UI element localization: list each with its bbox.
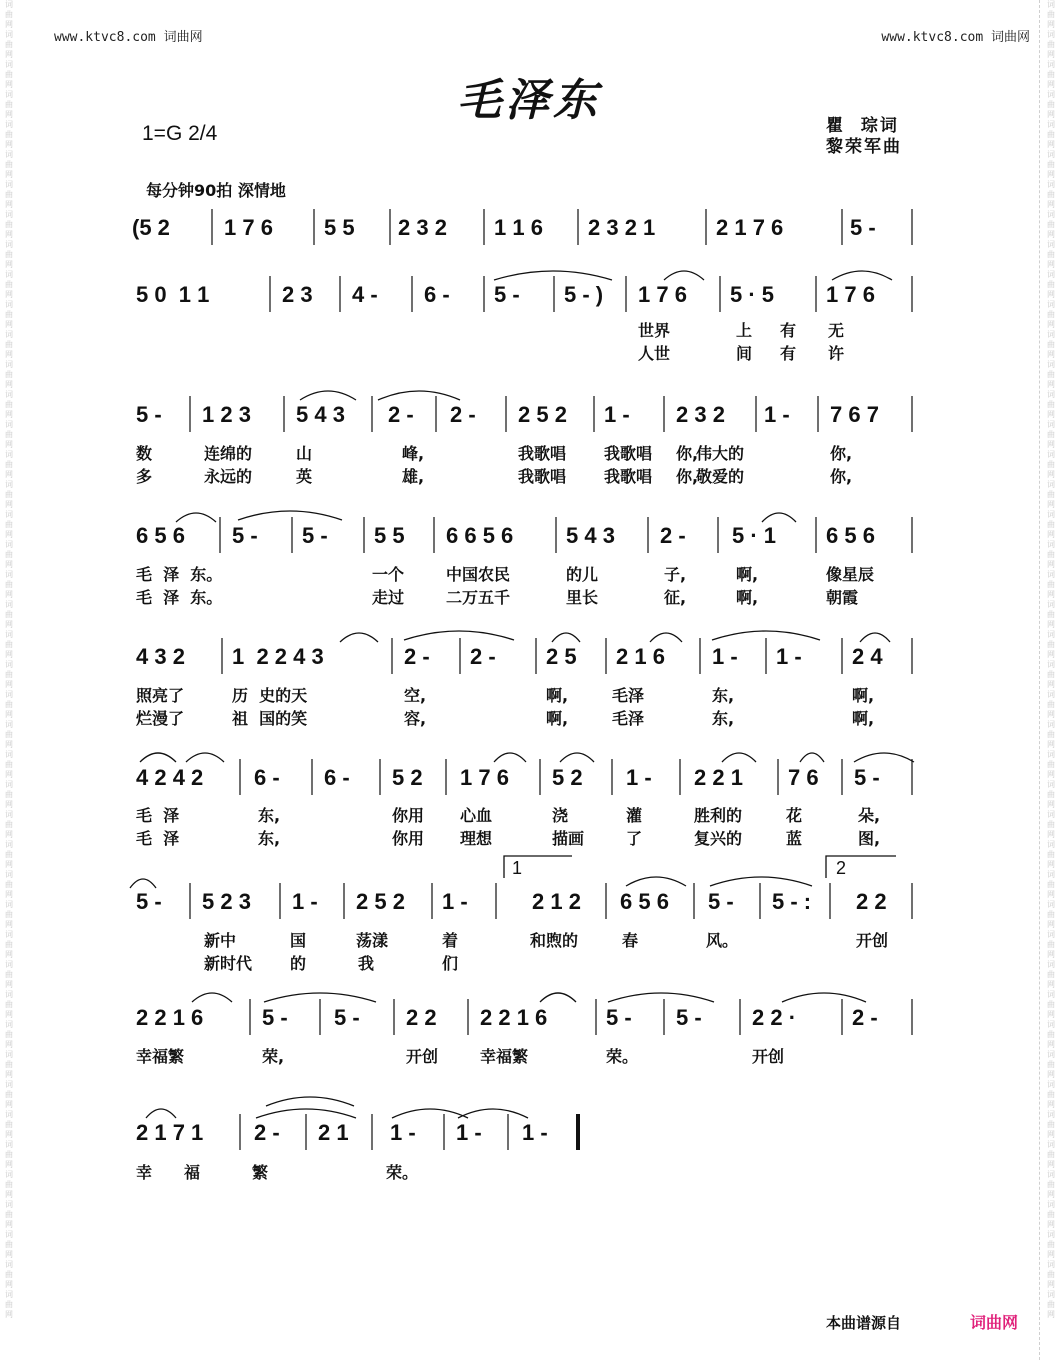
- measure: 5 -: [854, 765, 880, 790]
- measure: 5 -: [606, 1005, 632, 1030]
- lyric-line-verse-2: [0, 826, 1058, 848]
- lyric: 东,: [258, 829, 281, 848]
- lyric: 啊,: [546, 709, 569, 728]
- lyric-line-verse-2: [0, 585, 1058, 607]
- lyric: 许: [828, 344, 845, 363]
- measure: 5 -: [708, 889, 734, 914]
- measure: 2 1 7 1: [136, 1120, 204, 1145]
- lyric: 荣。: [606, 1047, 639, 1066]
- slur: [552, 633, 580, 642]
- measure: 1 2 2 4 3: [232, 644, 324, 669]
- lyric: 浇: [552, 806, 569, 825]
- lyric: 啊,: [736, 565, 759, 584]
- lyric: 毛泽: [612, 686, 645, 705]
- volta-1: 1: [512, 858, 523, 878]
- staff-row: [0, 1005, 1058, 1035]
- measure: 2 2 1 6: [480, 1005, 548, 1030]
- lyric: 容,: [404, 709, 427, 728]
- measure: 1 7 6: [224, 215, 273, 240]
- lyric: 开创: [752, 1047, 785, 1066]
- slur: [860, 633, 890, 642]
- measure: 6 5 6: [826, 523, 875, 548]
- measure: 2 1 7 6: [716, 215, 784, 240]
- measure: 2 3: [282, 282, 313, 307]
- slur: [192, 993, 232, 1002]
- lyric: 你,: [676, 467, 699, 486]
- lyric: 开创: [406, 1047, 439, 1066]
- measure: 2 -: [852, 1005, 878, 1030]
- measure: 5 -: [494, 282, 520, 307]
- staff-row: [0, 282, 1058, 312]
- lyric: 心血: [460, 806, 493, 825]
- lyric: 祖 国的笑: [232, 709, 308, 728]
- lyric: 毛 泽: [136, 806, 180, 825]
- measure: 7 6: [788, 765, 819, 790]
- lyric: 伟大的: [696, 444, 745, 463]
- lyric: 雄,: [402, 467, 425, 486]
- measure: 1 -: [626, 765, 652, 790]
- lyric: 的儿: [566, 565, 599, 584]
- slur: [762, 513, 796, 522]
- measure: 5 4 3: [296, 402, 345, 427]
- lyric: 幸福繁: [136, 1047, 185, 1066]
- side-watermark-right: 词曲网词曲网词曲网词曲网词曲网词曲网词曲网词曲网词曲网词曲网词曲网词曲网词曲网词曲网词曲网词曲网词曲网词曲网词曲网词曲网词曲网词曲网词曲网词曲网词曲网词曲网词曲网词曲网词曲网词曲网词曲网词曲网词曲网词曲网词曲网词曲网词曲网词曲网词曲网词曲网词曲网词曲网词曲网词曲网: [1047, 0, 1055, 1319]
- lyric-line-verse-1: [0, 1044, 1058, 1066]
- lyric: 啊,: [852, 709, 875, 728]
- measure: 4 -: [352, 282, 378, 307]
- lyric: 像星辰: [826, 565, 875, 584]
- lyric: 二万五千: [446, 588, 511, 607]
- lyric: 毛 泽: [136, 829, 180, 848]
- lyric: 朵,: [858, 806, 881, 825]
- lyric: 和煦的: [530, 931, 579, 950]
- lyric: 多: [136, 467, 153, 486]
- lyric: 人世: [638, 344, 671, 363]
- lyric: 我歌唱: [518, 467, 567, 486]
- staff-row: [0, 215, 1058, 245]
- lyric: 幸: [136, 1163, 153, 1182]
- measure: 5 - :: [772, 889, 812, 914]
- measure: 6 5 6: [136, 523, 185, 548]
- measure: 1 -: [764, 402, 790, 427]
- lyric: 花: [786, 806, 803, 825]
- measure: 5 -: [676, 1005, 702, 1030]
- measure: 5 0 1 1: [136, 282, 210, 307]
- slur: [782, 993, 866, 1002]
- lyric: 着: [442, 931, 459, 950]
- measure: 2 3 2: [398, 215, 447, 240]
- slur: [238, 511, 342, 520]
- lyric: 世界: [638, 321, 671, 340]
- measure: 2 -: [388, 402, 414, 427]
- measure: 1 -: [776, 644, 802, 669]
- measure: 6 -: [424, 282, 450, 307]
- measure: 1 7 6: [460, 765, 509, 790]
- measure: 5 -: [302, 523, 328, 548]
- lyric: 福: [184, 1163, 201, 1182]
- slur: [340, 633, 378, 642]
- lyric: 走过: [372, 588, 405, 607]
- lyric: 胜利的: [694, 806, 743, 825]
- lyric: 一个: [372, 565, 405, 584]
- measure: 1 7 6: [638, 282, 687, 307]
- staff-row: [0, 523, 1058, 553]
- measure: 1 -: [522, 1120, 548, 1145]
- measure: 1 1 6: [494, 215, 543, 240]
- brand-logo[interactable]: 词曲网: [970, 1313, 1019, 1332]
- measure: 2 -: [470, 644, 496, 669]
- lyric-line-verse-2: [0, 341, 1058, 363]
- staff-row: [0, 765, 1058, 795]
- measure: 1 2 3: [202, 402, 251, 427]
- measure: 6 -: [254, 765, 280, 790]
- source-label: 本曲谱源自: [826, 1314, 902, 1332]
- lyric: 灌: [626, 806, 643, 825]
- measure: 1 -: [442, 889, 468, 914]
- lyric: 你,: [676, 444, 699, 463]
- lyric: 你,: [830, 444, 853, 463]
- lyric: 荣。: [386, 1163, 419, 1182]
- measure: 5 · 5: [730, 282, 775, 307]
- slur: [130, 879, 156, 888]
- lyric-line-verse-2: [0, 951, 1058, 973]
- measure: 5 5: [324, 215, 355, 240]
- lyric: 的: [290, 954, 307, 973]
- slur: [710, 877, 812, 886]
- measure: 2 3 2 1: [588, 215, 656, 240]
- side-watermark-left: 词曲网词曲网词曲网词曲网词曲网词曲网词曲网词曲网词曲网词曲网词曲网词曲网词曲网词曲网词曲网词曲网词曲网词曲网词曲网词曲网词曲网词曲网词曲网词曲网词曲网词曲网词曲网词曲网词曲网词曲网词曲网词曲网词曲网词曲网词曲网词曲网词曲网词曲网词曲网词曲网词曲网词曲网词曲网词曲网: [5, 0, 13, 1319]
- lyric: 有: [780, 344, 797, 363]
- measure: 2 2 1 6: [136, 1005, 204, 1030]
- measure: 2 1 2: [532, 889, 581, 914]
- slur: [458, 1109, 528, 1118]
- measure: 4 3 2: [136, 644, 185, 669]
- slur: [186, 753, 224, 762]
- slur: [404, 631, 514, 640]
- slur: [664, 271, 704, 280]
- lyricist: 瞿 琮词: [826, 116, 899, 136]
- lyric: 了: [626, 829, 643, 848]
- lyric: 啊,: [546, 686, 569, 705]
- lyric: 毛 泽 东。: [136, 588, 223, 607]
- measure: 2 -: [450, 402, 476, 427]
- lyric: 峰,: [402, 444, 425, 463]
- lyric: 繁: [252, 1163, 269, 1182]
- lyric: 上: [736, 321, 753, 340]
- lyric: 毛泽: [612, 709, 645, 728]
- lyric: 英: [296, 467, 313, 486]
- lyric: 征,: [664, 588, 687, 607]
- measure: 2 1: [318, 1120, 349, 1145]
- measure: 1 7 6: [826, 282, 875, 307]
- slur: [722, 753, 756, 762]
- lyric: 啊,: [852, 686, 875, 705]
- lyric: 啊,: [736, 588, 759, 607]
- lyric: 图,: [858, 829, 881, 848]
- measure: 2 -: [404, 644, 430, 669]
- measure: 6 5 6: [620, 889, 669, 914]
- measure: 5 -: [262, 1005, 288, 1030]
- lyric: 历 史的天: [232, 686, 308, 705]
- lyric-line-verse-1: [0, 683, 1058, 705]
- slur: [264, 993, 376, 1002]
- lyric: 永远的: [204, 467, 253, 486]
- lyric: 我歌唱: [604, 444, 653, 463]
- staff-row: [0, 402, 1058, 432]
- measure: 2 2: [406, 1005, 437, 1030]
- lyric: 我歌唱: [518, 444, 567, 463]
- lyric: 春: [622, 931, 639, 950]
- slur: [560, 753, 594, 762]
- staff-row: [0, 644, 1058, 674]
- tempo-marking: 每分钟90拍 深情地: [146, 181, 286, 200]
- lyric: 烂漫了: [136, 709, 185, 728]
- site-watermark-right[interactable]: www.ktvc8.com 词曲网: [881, 30, 1030, 45]
- lyric: 们: [442, 954, 459, 973]
- measure: 5 -: [136, 402, 162, 427]
- measure: 4 2 4 2: [136, 765, 204, 790]
- lyric: 空,: [404, 686, 427, 705]
- lyric: 风。: [706, 931, 739, 950]
- slur: [626, 877, 686, 886]
- measure: 5 5: [374, 523, 405, 548]
- measure: 1 -: [292, 889, 318, 914]
- lyric-line-verse-1: [0, 928, 1058, 950]
- lyric-line-verse-1: [0, 318, 1058, 340]
- lyric: 数: [136, 444, 153, 463]
- slur: [650, 633, 682, 642]
- slur: [256, 1109, 356, 1118]
- lyric: 东,: [712, 709, 735, 728]
- measure: 2 2: [856, 889, 887, 914]
- lyric: 我歌唱: [604, 467, 653, 486]
- measure: 5 -: [334, 1005, 360, 1030]
- staff-row: [0, 1120, 1058, 1150]
- measure: 2 5 2: [518, 402, 567, 427]
- lyric-line-verse-1: [0, 803, 1058, 825]
- measure: 5 · 1: [732, 523, 777, 548]
- lyric: 描画: [552, 829, 585, 848]
- lyric: 东,: [712, 686, 735, 705]
- lyric: 你,: [830, 467, 853, 486]
- slur: [266, 1097, 354, 1106]
- lyric: 东,: [258, 806, 281, 825]
- measure: 2 2 ·: [752, 1005, 797, 1030]
- slur: [540, 993, 576, 1002]
- lyric: 子,: [664, 565, 687, 584]
- lyric: 幸福繁: [480, 1047, 529, 1066]
- lyric: 无: [828, 321, 845, 340]
- slur: [854, 753, 914, 762]
- measure: 1 -: [456, 1120, 482, 1145]
- lyric-line-verse-1: [0, 1160, 1058, 1182]
- lyric: 荡漾: [356, 931, 389, 950]
- lyric-line-verse-1: [0, 562, 1058, 584]
- lyric: 里长: [566, 588, 599, 607]
- lyric: 连绵的: [204, 444, 253, 463]
- slur: [800, 753, 824, 762]
- slur: [146, 1109, 176, 1118]
- measure: 2 5: [546, 644, 577, 669]
- measure: 1 -: [390, 1120, 416, 1145]
- measure: 1 -: [604, 402, 630, 427]
- composer: 黎荣军曲: [826, 137, 902, 157]
- lyric: 理想: [460, 829, 493, 848]
- staff-row: [0, 889, 1058, 919]
- page-edge-rule: [1039, 0, 1040, 1360]
- lyric: 荣,: [262, 1047, 285, 1066]
- measure: 5 -: [136, 889, 162, 914]
- credits: [826, 116, 902, 158]
- site-watermark-left[interactable]: www.ktvc8.com 词曲网: [54, 30, 203, 45]
- measure: 2 -: [660, 523, 686, 548]
- measure: 1 -: [712, 644, 738, 669]
- lyric: 新中: [204, 931, 237, 950]
- slur: [300, 391, 356, 400]
- lyric: 有: [780, 321, 797, 340]
- measure: 7 6 7: [830, 402, 879, 427]
- measure: 2 2 1: [694, 765, 743, 790]
- lyric: 山: [296, 444, 313, 463]
- measure: 2 4: [852, 644, 883, 669]
- lyric: 你用: [392, 829, 425, 848]
- slur: [140, 753, 176, 762]
- lyric: 国: [290, 931, 307, 950]
- key-signature: 1=G 2/4: [142, 122, 218, 145]
- song-title: 毛泽东: [457, 75, 601, 126]
- measure: 5 2 3: [202, 889, 251, 914]
- measure: (5 2: [132, 215, 170, 240]
- slur: [392, 1109, 468, 1118]
- lyric: 敬爱的: [696, 467, 745, 486]
- slur: [832, 271, 892, 280]
- slur: [378, 391, 460, 400]
- lyric: 照亮了: [136, 686, 185, 705]
- lyric: 蓝: [786, 829, 803, 848]
- slur: [608, 993, 714, 1002]
- measure: 5 2: [552, 765, 583, 790]
- slur: [176, 513, 216, 522]
- measure: 2 5 2: [356, 889, 405, 914]
- measure: 5 2: [392, 765, 423, 790]
- lyric: 朝霞: [826, 588, 859, 607]
- measure: 5 -: [850, 215, 876, 240]
- lyric-line-verse-1: [0, 441, 1058, 463]
- volta-2: 2: [836, 858, 847, 878]
- lyric: 开创: [856, 931, 889, 950]
- measure: 5 4 3: [566, 523, 615, 548]
- lyric: 新时代: [204, 954, 253, 973]
- measure: 2 3 2: [676, 402, 725, 427]
- measure: 6 6 5 6: [446, 523, 514, 548]
- lyric: 中国农民: [446, 565, 511, 584]
- slur: [494, 753, 526, 762]
- measure: 6 -: [324, 765, 350, 790]
- lyric: 我: [358, 954, 375, 973]
- measure: 2 -: [254, 1120, 280, 1145]
- lyric: 毛 泽 东。: [136, 565, 223, 584]
- lyric: 间: [736, 344, 753, 363]
- lyric-line-verse-2: [0, 464, 1058, 486]
- slur: [494, 271, 612, 280]
- lyric: 你用: [392, 806, 425, 825]
- lyric-line-verse-2: [0, 706, 1058, 728]
- measure: 2 1 6: [616, 644, 665, 669]
- lyric: 复兴的: [694, 829, 743, 848]
- measure: 5 -: [232, 523, 258, 548]
- slur: [712, 631, 820, 640]
- measure: 5 - ): [564, 282, 604, 307]
